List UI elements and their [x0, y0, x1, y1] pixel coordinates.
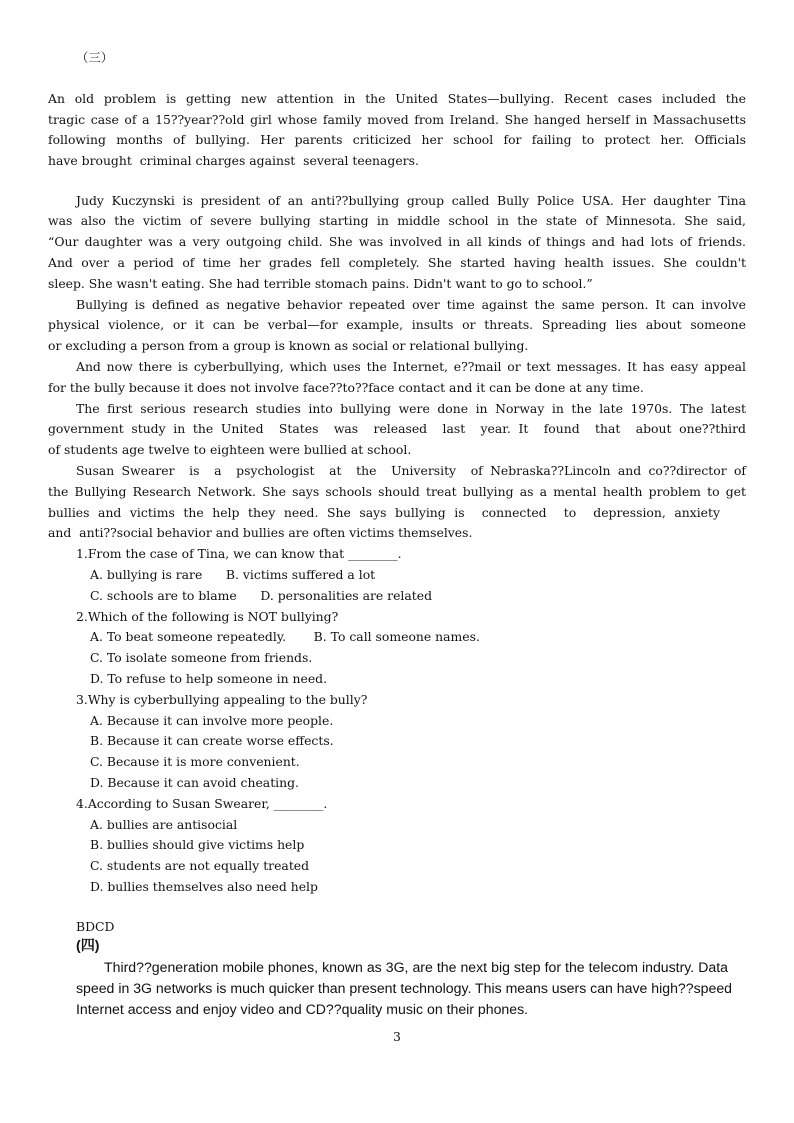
paragraph-line: was also the victim of severe bullying starting in middle school in the state of Minnesota. She said, — [48, 213, 746, 228]
page-number: 3 — [393, 1029, 401, 1044]
question-option: D. To refuse to help someone in need. — [90, 671, 328, 686]
paragraph-line: government study in the United States was released last year. It found that about one??third — [48, 421, 746, 436]
paragraph-line: Bullying is defined as negative behavior repeated over time against the same person. It can involve — [76, 297, 746, 312]
question-option: D. bullies themselves also need help — [90, 879, 318, 894]
question-option: A. Because it can involve more people. — [90, 713, 334, 728]
paragraph-line: tragic case of a 15??year??old girl whose family moved from Ireland. She hanged herself in Massachusetts — [48, 112, 746, 127]
question-option: A. bullying is rare B. victims suffered a lot — [90, 567, 376, 582]
answer-key: BDCD — [76, 919, 115, 934]
paragraph-line: Internet access and enjoy video and CD??quality music on their phones. — [76, 1001, 529, 1017]
question-option: A. To beat someone repeatedly. B. To call someone names. — [90, 629, 480, 644]
paragraph-line: The first serious research studies into bullying were done in Norway in the late 1970s. The latest — [76, 401, 746, 416]
question-stem: 3.Why is cyberbullying appealing to the bully? — [76, 692, 368, 707]
question-option: C. students are not equally treated — [90, 858, 310, 873]
question-option: C. schools are to blame D. personalities are related — [90, 588, 433, 603]
paragraph-line: and anti??social behavior and bullies are often victims themselves. — [48, 525, 473, 540]
paragraph-line: Third??generation mobile phones, known as 3G, are the next big step for the telecom industry. Data — [104, 959, 728, 975]
paragraph-line: An old problem is getting new attention in the United States—bullying. Recent cases included the — [48, 91, 746, 106]
paragraph-line: And now there is cyberbullying, which uses the Internet, e??mail or text messages. It has easy appeal — [76, 359, 746, 374]
paragraph-line: “Our daughter was a very outgoing child. She was involved in all kinds of things and had lots of friends. — [48, 234, 746, 249]
paragraph-line: the Bullying Research Network. She says schools should treat bullying as a mental health problem to get — [48, 484, 746, 499]
section-heading: （三） — [76, 50, 114, 65]
paragraph-line: Susan Swearer is a psychologist at the University of Nebraska??Lincoln and co??director of — [76, 463, 746, 478]
paragraph-line: speed in 3G networks is much quicker than present technology. This means users can have high??speed — [76, 980, 732, 996]
question-option: D. Because it can avoid cheating. — [90, 775, 299, 790]
question-option: C. Because it is more convenient. — [90, 754, 300, 769]
question-stem: 4.According to Susan Swearer, ________. — [76, 796, 328, 811]
question-stem: 2.Which of the following is NOT bullying? — [76, 609, 339, 624]
paragraph-line: bullies and victims the help they need. She says bullying is connected to depression, anxiety — [48, 505, 720, 520]
paragraph-line: of students age twelve to eighteen were bullied at school. — [48, 442, 412, 457]
question-option: A. bullies are antisocial — [90, 817, 238, 832]
paragraph-line: physical violence, or it can be verbal—for example, insults or threats. Spreading lies about someone — [48, 317, 746, 332]
question-option: B. Because it can create worse effects. — [90, 733, 334, 748]
question-option: B. bullies should give victims help — [90, 837, 305, 852]
paragraph-line: for the bully because it does not involve face??to??face contact and it can be done at any time. — [48, 380, 644, 395]
paragraph-line: following months of bullying. Her parents criticized her school for failing to protect her. Officials — [48, 132, 746, 147]
question-option: C. To isolate someone from friends. — [90, 650, 313, 665]
paragraph-line: have brought criminal charges against several teenagers. — [48, 153, 419, 168]
paragraph-line: And over a period of time her grades fell completely. She started having health issues. She couldn't — [48, 255, 746, 270]
question-stem: 1.From the case of Tina, we can know that ________. — [76, 546, 402, 561]
paragraph-line: Judy Kuczynski is president of an anti??bullying group called Bully Police USA. Her daughter Tina — [76, 193, 746, 208]
paragraph-line: or excluding a person from a group is known as social or relational bullying. — [48, 338, 529, 353]
paragraph-line: sleep. She wasn't eating. She had terrible stomach pains. Didn't want to go to school.” — [48, 276, 593, 291]
section-heading: (四) — [76, 937, 100, 953]
